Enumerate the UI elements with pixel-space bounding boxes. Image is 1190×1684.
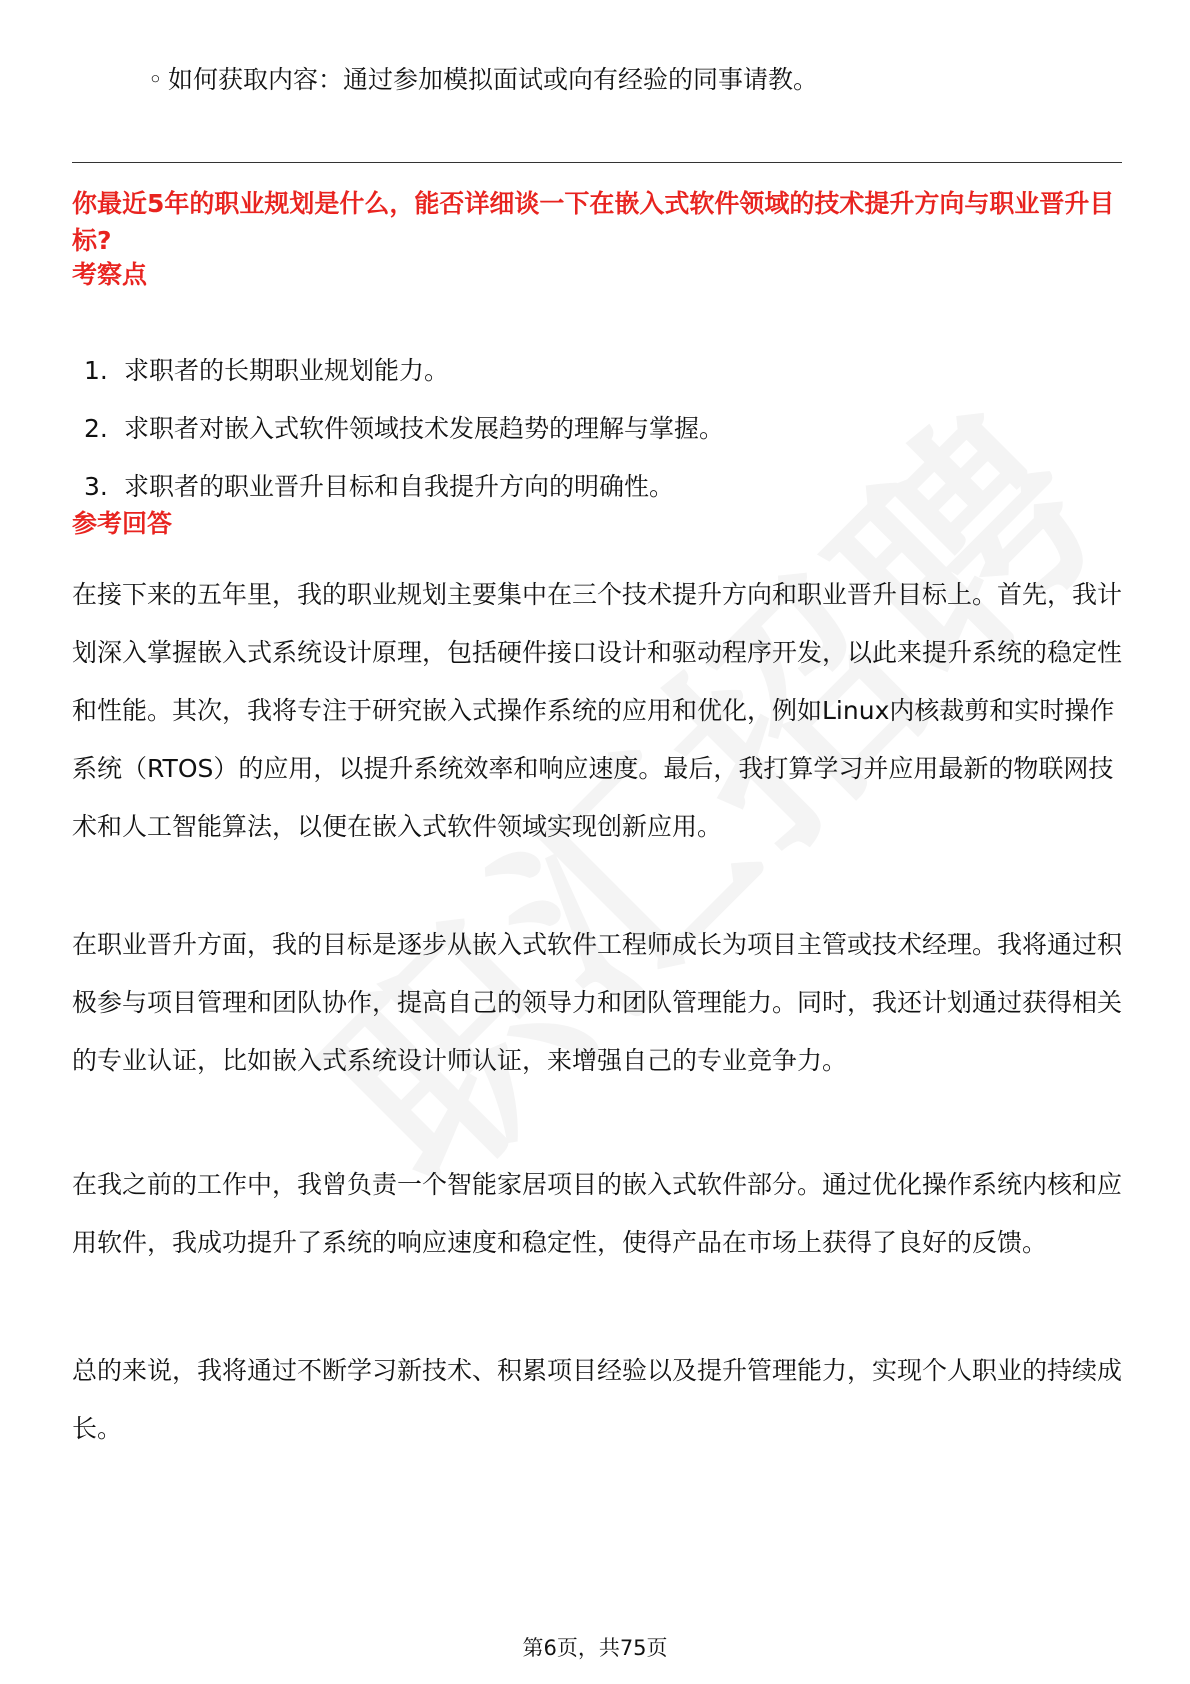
points-section-title: 考察点 <box>72 260 148 289</box>
list-item-text: 求职者对嵌入式软件领域技术发展趋势的理解与掌握。 <box>124 414 725 443</box>
list-item-text: 求职者的职业晋升目标和自我提升方向的明确性。 <box>124 472 675 501</box>
list-item <box>84 411 724 447</box>
question-heading: 你最近5年的职业规划是什么，能否详细谈一下在嵌入式软件领域的技术提升方向与职业晋升目标? <box>72 189 1115 255</box>
answer-paragraph: 在职业晋升方面，我的目标是逐步从嵌入式软件工程师成长为项目主管或技术经理。我将通过积极参与项目管理和团队协作，提高自己的领导力和团队管理能力。同时，我还计划通过获得相关的专业认证，比如嵌入式系统设计师认证，来增强自己的专业竞争力。 <box>72 930 1123 1075</box>
list-item <box>84 469 724 505</box>
list-item-number: 1. <box>84 356 108 385</box>
answer-paragraph: 在接下来的五年里，我的职业规划主要集中在三个技术提升方向和职业晋升目标上。首先，我计划深入掌握嵌入式系统设计原理，包括硬件接口设计和驱动程序开发，以此来提升系统的稳定性和性能。其次，我将专注于研究嵌入式操作系统的应用和优化，例如Linux内核裁剪和实时操作系统（RTOS）的应用，以提升系统效率和响应速度。最后，我打算学习并应用最新的物联网技术和人工智能算法，以便在嵌入式软件领域实现创新应用。 <box>72 580 1123 841</box>
answer-section-title: 参考回答 <box>72 509 173 538</box>
previous-list-item-text: 如何获取内容：通过参加模拟面试或向有经验的同事请教。 <box>168 65 819 94</box>
page-number-footer: 第6页，共75页 <box>522 1636 668 1660</box>
answer-paragraph: 总的来说，我将通过不断学习新技术、积累项目经验以及提升管理能力，实现个人职业的持续成长。 <box>72 1356 1123 1443</box>
list-item-text: 求职者的长期职业规划能力。 <box>124 356 450 385</box>
section-divider <box>72 162 1122 163</box>
list-item-number: 2. <box>84 414 108 443</box>
list-item-number: 3. <box>84 472 108 501</box>
points-list <box>84 353 724 527</box>
answer-paragraph: 在我之前的工作中，我曾负责一个智能家居项目的嵌入式软件部分。通过优化操作系统内核和应用软件，我成功提升了系统的响应速度和稳定性，使得产品在市场上获得了良好的反馈。 <box>72 1170 1123 1257</box>
previous-list-item <box>148 62 818 98</box>
hollow-bullet-icon: ◦ <box>148 65 163 94</box>
list-item <box>84 353 724 389</box>
